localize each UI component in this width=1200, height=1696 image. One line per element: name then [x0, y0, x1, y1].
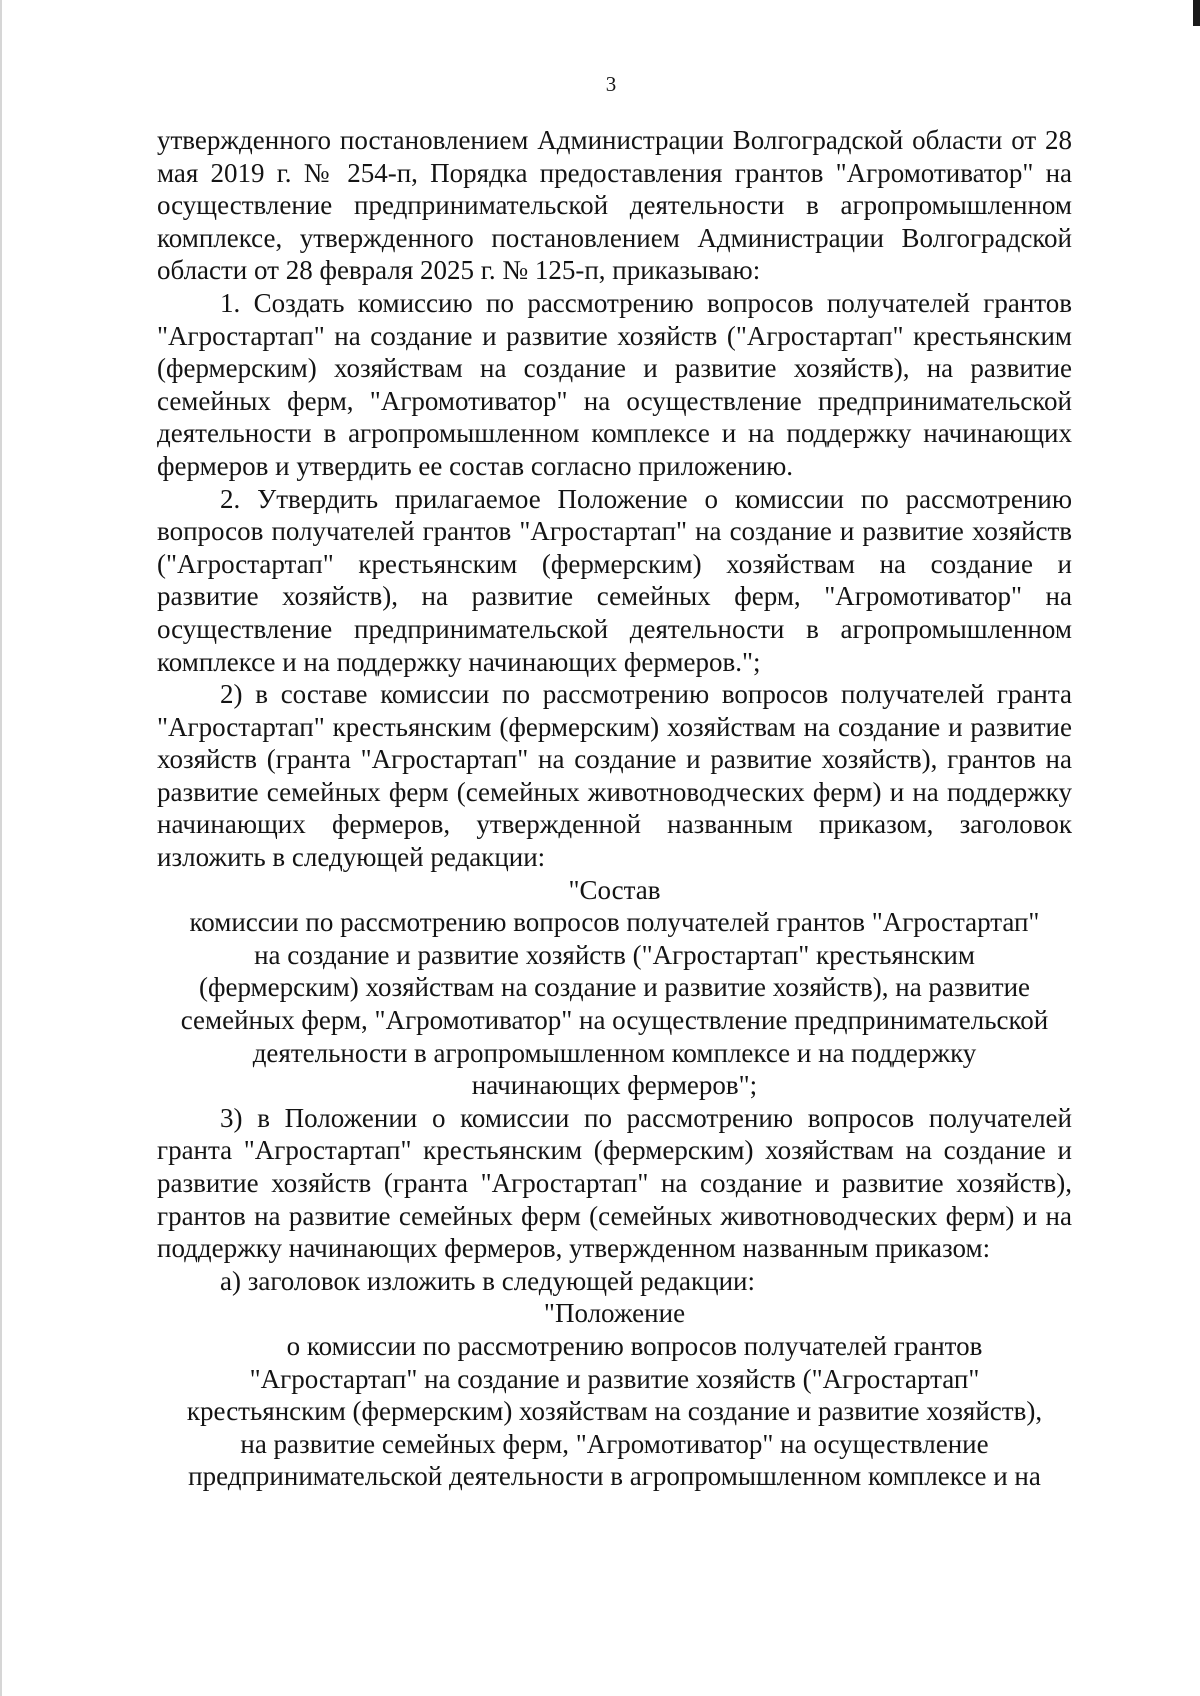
composition-title-line: "Состав: [568, 874, 661, 905]
composition-title-line: (фермерским) хозяйствам на создание и развитие хозяйств), на развитие: [198, 972, 1031, 1003]
clause-2-paragraph: 2. Утвердить прилагаемое Положение о комиссии по рассмотрению вопросов получателей грантов "Агростартап" на создание и развитие хозяйств ("Агростартап" крестьянским (фермерским) хозяйствам на создание и развитие хозяйств), на развитие семейных ферм, "Агромотиватор" на осуществление предпринимательской деятельности в агропромышленном комплексе и на поддержку начинающих фермеров.";: [157, 483, 1072, 677]
page-number: 3: [605, 72, 617, 96]
regulation-title-line: крестьянским (фермерским) хозяйствам на создание и развитие хозяйств),: [186, 1396, 1043, 1427]
regulation-title-line: на развитие семейных ферм, "Агромотиватор" на осуществление: [240, 1428, 989, 1459]
composition-title-block: [157, 874, 1072, 1102]
page-left-edge: [0, 0, 2, 1696]
document-body: [157, 124, 1072, 1493]
composition-title-line: семейных ферм, "Агромотиватор" на осуществление предпринимательской: [180, 1005, 1049, 1036]
regulation-title-line: о комиссии по рассмотрению вопросов получателей грантов: [286, 1330, 983, 1361]
regulation-title-block: [157, 1297, 1072, 1493]
amendment-3-paragraph: 3) в Положении о комиссии по рассмотрению вопросов получателей гранта "Агростартап" крестьянским (фермерским) хозяйствам на создание и развитие хозяйств (гранта "Агростартап" на создание и развитие хозяйств), грантов на развитие семейных ферм (семейных животноводческих ферм) и на поддержку начинающих фермеров, утвержденном названным приказом:: [157, 1102, 1072, 1264]
composition-title-line: комиссии по рассмотрению вопросов получателей грантов "Агростартап": [189, 907, 1040, 938]
regulation-title-line: "Агростартап" на создание и развитие хозяйств ("Агростартап": [249, 1363, 980, 1394]
composition-title-line: на создание и развитие хозяйств ("Агростартап" крестьянским: [254, 939, 975, 970]
subpoint-a-paragraph: а) заголовок изложить в следующей редакции:: [220, 1265, 755, 1296]
scan-corner-mark: [1193, 0, 1200, 26]
composition-title-line: деятельности в агропромышленном комплексе и на поддержку: [252, 1037, 977, 1068]
composition-title-line: начинающих фермеров";: [471, 1070, 758, 1101]
amendment-2-paragraph: 2) в составе комиссии по рассмотрению вопросов получателей гранта "Агростартап" крестьянским (фермерским) хозяйствам на создание и развитие хозяйств (гранта "Агростартап" на создание и развитие хозяйств), грантов на развитие семейных ферм (семейных животноводческих ферм) и на поддержку начинающих фермеров, утвержденной названным приказом, заголовок изложить в следующей редакции:: [157, 679, 1072, 873]
intro-paragraph: утвержденного постановлением Администрации Волгоградской области от 28 мая 2019 г. № 254-п, Порядка предоставления грантов "Агромотиватор" на осуществление предпринимательской деятельности в агропромышленном комплексе, утвержденного постановлением Администрации Волгоградской области от 28 февраля 2025 г. № 125-п, приказываю:: [157, 125, 1072, 286]
regulation-title-line: предпринимательской деятельности в агропромышленном комплексе и на: [188, 1461, 1041, 1492]
clause-1-paragraph: 1. Создать комиссию по рассмотрению вопросов получателей грантов "Агростартап" на создание и развитие хозяйств ("Агростартап" крестьянским (фермерским) хозяйствам на создание и развитие хозяйств), на развитие семейных ферм, "Агромотиватор" на осуществление предпринимательской деятельности в агропромышленном комплексе и на поддержку начинающих фермеров и утвердить ее состав согласно приложению.: [157, 287, 1072, 481]
regulation-title-line: "Положение: [543, 1298, 686, 1329]
